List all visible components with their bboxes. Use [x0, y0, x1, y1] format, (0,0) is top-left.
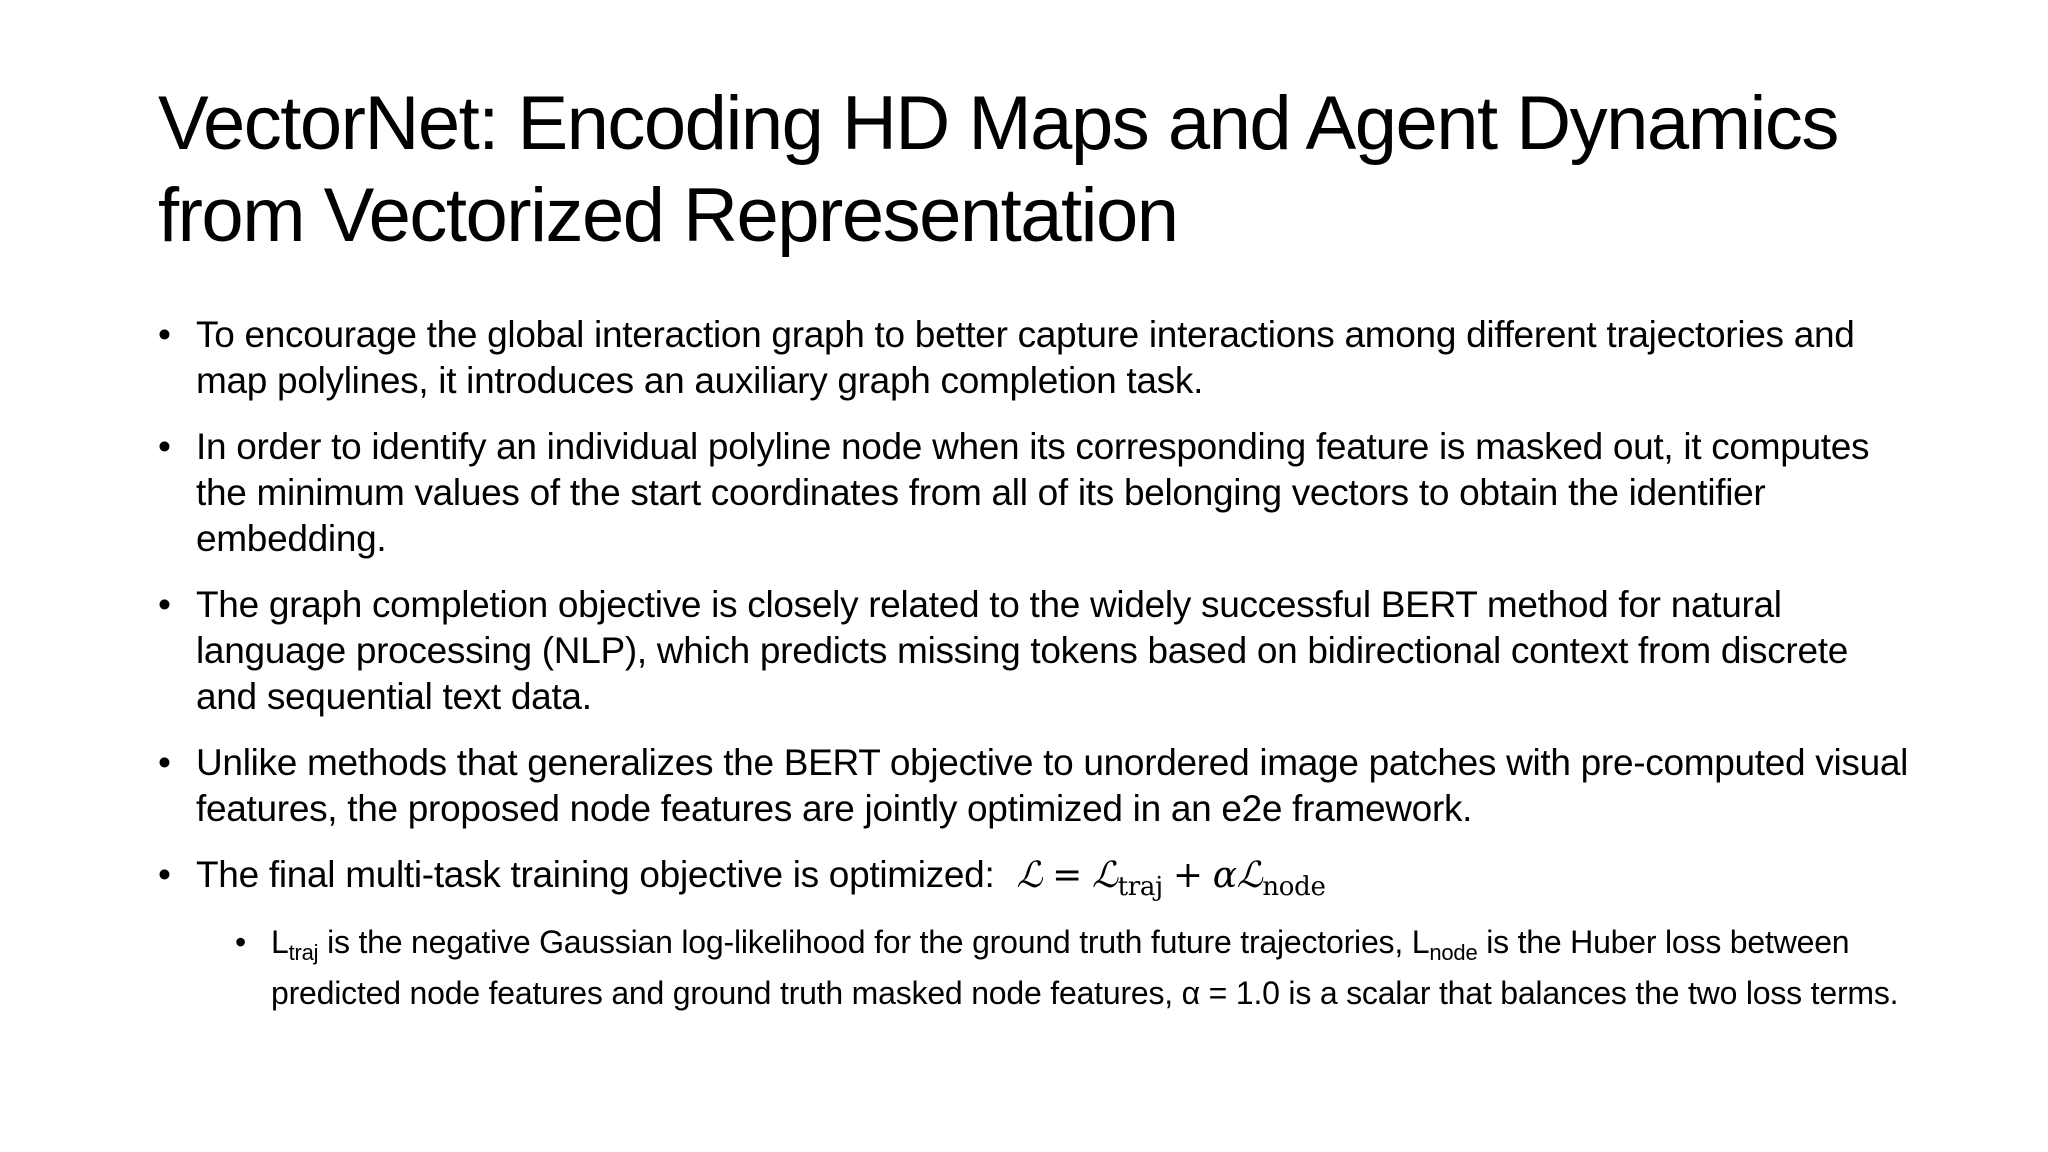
slide-title: [158, 78, 1958, 262]
sub-bullet-l-traj-sub: traj: [288, 940, 319, 965]
slide-title-line-2: from Vectorized Representation: [158, 173, 1178, 258]
sub-bullet-text-1: is the negative Gaussian log-likelihood for the ground truth future trajectories,: [318, 924, 1412, 960]
bullet-dot-icon: •: [158, 854, 171, 895]
sub-bullet-text-2: is the Huber loss between predicted node features and ground truth masked node features, α = 1.0 is a scalar that balances the two loss terms.: [271, 924, 1899, 1011]
slide-body: [158, 312, 1918, 1014]
formula-lhs: ℒ: [1016, 855, 1043, 896]
bullet-dot-icon: •: [158, 742, 171, 783]
formula-term-node: αℒ: [1212, 855, 1263, 896]
bullet-text: Unlike methods that generalizes the BERT objective to unordered image patches with pre-computed visual features, the proposed node features are jointly optimized in an e2e framework.: [196, 742, 1909, 829]
bullet-dot-icon: •: [158, 584, 171, 625]
formula-term-traj: ℒ: [1091, 855, 1118, 896]
formula-sub-node: node: [1262, 872, 1326, 902]
sub-bullet-l-traj: L: [271, 924, 289, 960]
bullet-item: [158, 740, 1918, 832]
loss-formula: [1016, 855, 1326, 902]
formula-equals: =: [1052, 855, 1082, 896]
slide-title-line-1: VectorNet: Encoding HD Maps and Agent Dynamics: [158, 81, 1838, 166]
bullet-text: In order to identify an individual polyline node when its corresponding feature is masked out, it computes the minimum values of the start coordinates from all of its belonging vectors to obtain the identifier embedding.: [196, 426, 1870, 559]
bullet-dot-icon: •: [158, 314, 171, 355]
bullet-text: To encourage the global interaction graph to better capture interactions among different trajectories and map polylines, it introduces an auxiliary graph completion task.: [196, 314, 1855, 401]
bullet-item: [158, 582, 1918, 720]
sub-bullet-l-node-sub: node: [1429, 940, 1478, 965]
formula-sub-traj: traj: [1117, 872, 1163, 902]
sub-bullet-l-node: L: [1411, 924, 1430, 960]
bullet-item: [158, 852, 1918, 910]
bullet-dot-icon: •: [158, 426, 171, 467]
sub-bullet-dot-icon: •: [235, 924, 247, 960]
bullet-item: [158, 312, 1918, 404]
formula-plus: +: [1172, 855, 1203, 896]
bullet-text: The graph completion objective is closely related to the widely successful BERT method for natural language processing (NLP), which predicts missing tokens based on bidirectional context from discrete and sequential text data.: [196, 584, 1848, 717]
bullet-text: The final multi-task training objective is optimized:: [196, 854, 995, 895]
bullet-item: [158, 424, 1918, 562]
sub-bullet-item: [235, 922, 1918, 1014]
